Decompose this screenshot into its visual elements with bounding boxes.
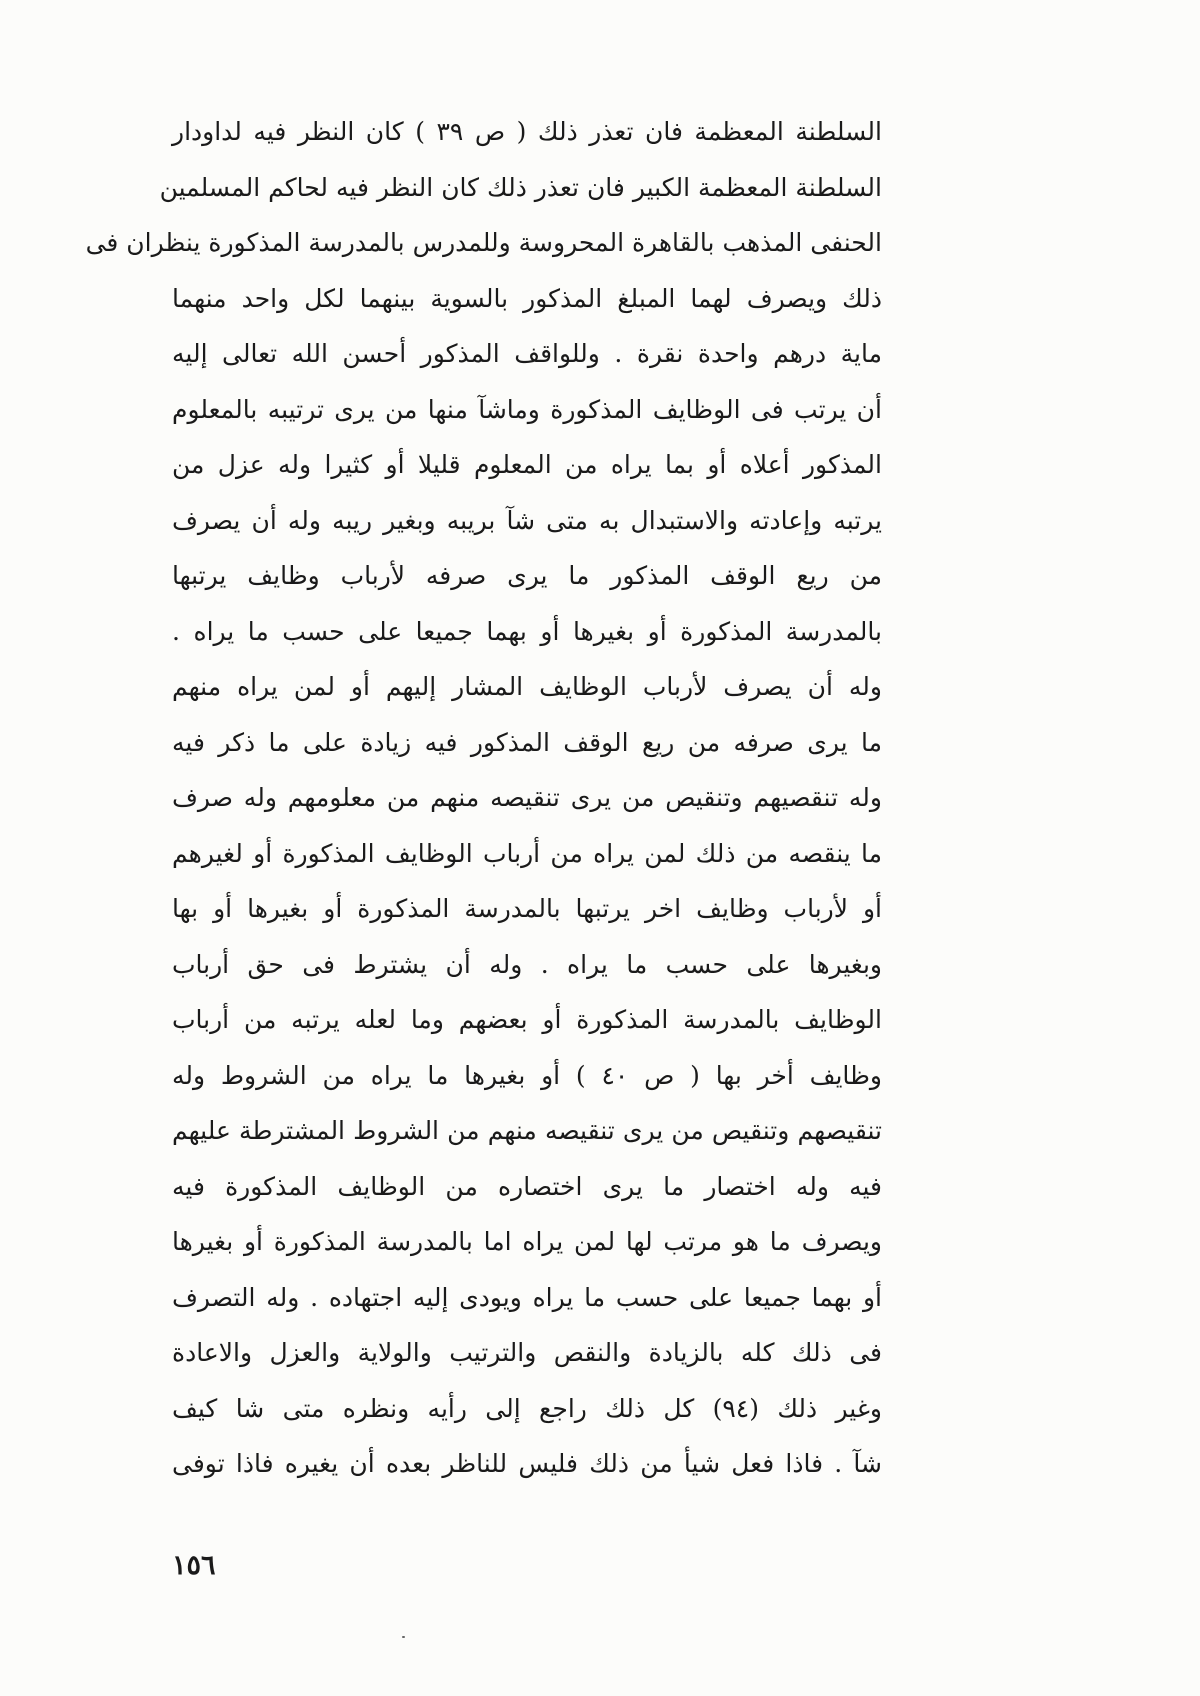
text-line: وبغيرها على حسب ما يراه . وله أن يشترط فى حق أرباب xyxy=(172,949,882,979)
text-line: وغير ذلك (٩٤) كل ذلك راجع إلى رأيه ونظره متى شا كيف xyxy=(172,1393,882,1423)
text-line: من ريع الوقف المذكور ما يرى صرفه لأرباب وظايف يرتبها xyxy=(172,561,882,590)
text-line: أن يرتب فى الوظايف المذكورة وماشآ منها من يرى ترتيبه بالمعلوم xyxy=(172,394,882,424)
text-line: أو لأرباب وظايف اخر يرتبها بالمدرسة المذكورة أو بغيرها أو بها xyxy=(172,894,882,923)
text-line: السلطنة المعظمة الكبير فان تعذر ذلك كان النظر فيه لحاكم المسلمين xyxy=(159,172,882,202)
text-line: فى ذلك كله بالزيادة والنقص والترتيب والولاية والعزل والاعادة xyxy=(172,1338,882,1367)
text-line: ما يرى صرفه من ريع الوقف المذكور فيه زيادة على ما ذكر فيه xyxy=(172,727,882,757)
body-text xyxy=(85,104,882,1492)
scan-speck xyxy=(402,1636,405,1638)
text-line: وظايف أخر بها ( ص ٤٠ ) أو بغيرها ما يراه من الشروط وله xyxy=(172,1060,882,1090)
text-line: فيه وله اختصار ما يرى اختصاره من الوظايف المذكورة فيه xyxy=(172,1171,882,1201)
text-line: يرتبه وإعادته والاستبدال به متى شآ بريبه وبغير ريبه وله أن يصرف xyxy=(172,505,882,535)
page-number: ١٥٦ xyxy=(172,1550,216,1581)
text-line: وله تنقصيهم وتنقيص من يرى تنقيصه منهم من معلومهم وله صرف xyxy=(172,783,882,812)
text-line: الحنفى المذهب بالقاهرة المحروسة وللمدرس بالمدرسة المذكورة ينظران فى xyxy=(85,228,882,257)
text-line: وله أن يصرف لأرباب الوظايف المشار إليهم أو لمن يراه منهم xyxy=(172,672,882,701)
text-line: ويصرف ما هو مرتب لها لمن يراه اما بالمدرسة المذكورة أو بغيرها xyxy=(172,1227,882,1256)
text-line: بالمدرسة المذكورة أو بغيرها أو بهما جميعا على حسب ما يراه . xyxy=(172,616,882,646)
text-line: ذلك ويصرف لهما المبلغ المذكور بالسوية بينهما لكل واحد منهما xyxy=(172,283,882,313)
text-line: الوظايف بالمدرسة المذكورة أو بعضهم وما لعله يرتبه من أرباب xyxy=(172,1005,882,1034)
text-line: أو بهما جميعا على حسب ما يراه ويودى إليه اجتهاده . وله التصرف xyxy=(172,1282,882,1312)
text-line: ماية درهم واحدة نقرة . وللواقف المذكور أحسن الله تعالى إليه xyxy=(172,339,882,368)
text-line: السلطنة المعظمة فان تعذر ذلك ( ص ٣٩ ) كان النظر فيه لداودار xyxy=(172,117,882,146)
text-line: تنقيصهم وتنقيص من يرى تنقيصه منهم من الشروط المشترطة عليهم xyxy=(172,1116,882,1145)
text-line: المذكور أعلاه أو بما يراه من المعلوم قليلا أو كثيرا وله عزل من xyxy=(172,450,882,479)
text-line: ما ينقصه من ذلك لمن يراه من أرباب الوظايف المذكورة أو لغيرهم xyxy=(172,838,882,868)
text-line: شآ . فاذا فعل شيأ من ذلك فليس للناظر بعده أن يغيره فاذا توفى xyxy=(172,1449,882,1478)
